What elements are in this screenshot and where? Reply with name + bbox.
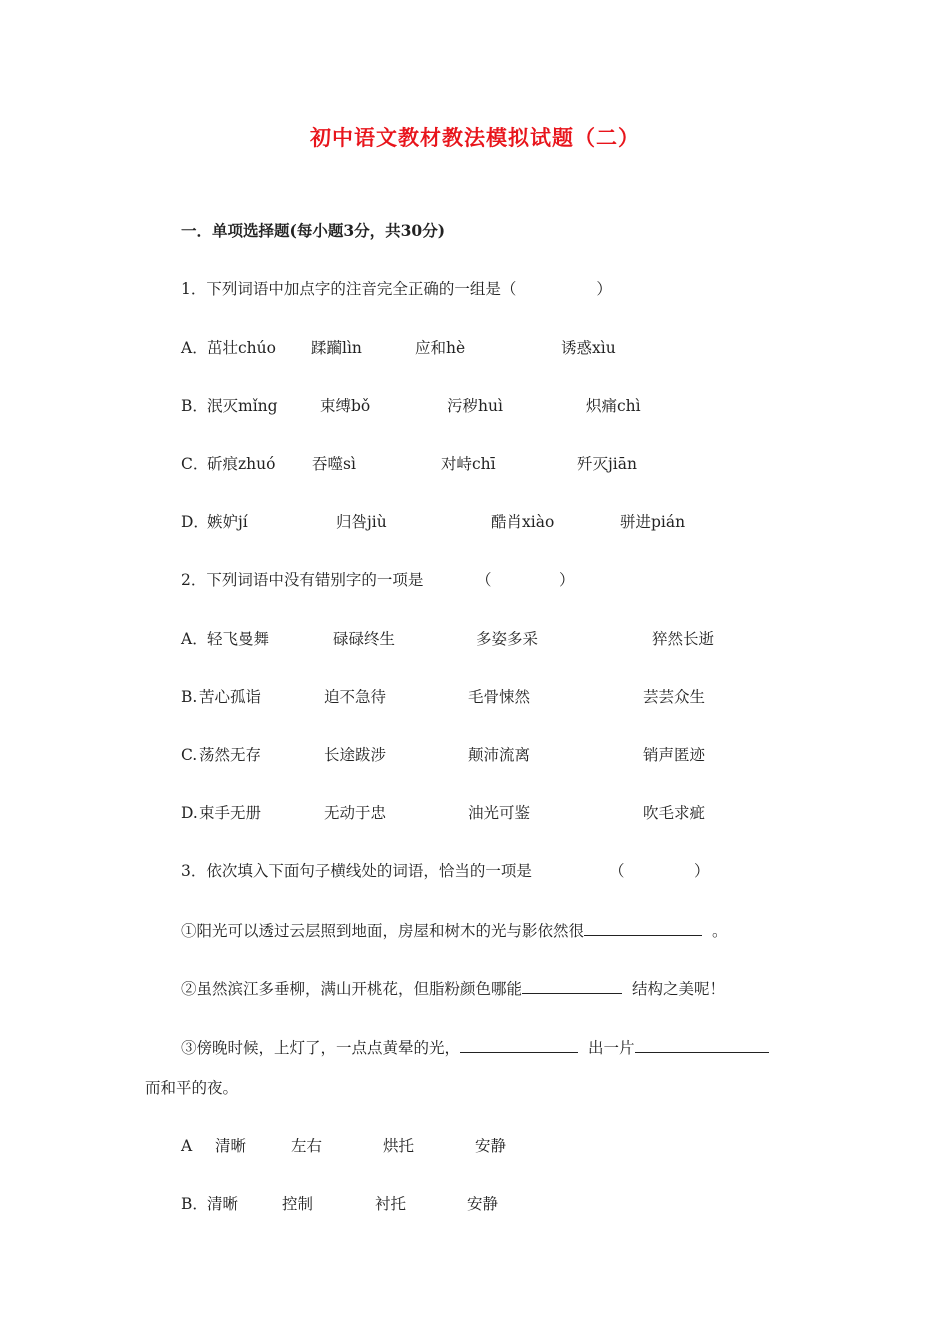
blank-1[interactable] <box>584 919 702 936</box>
q1-option-c: C． 斫痕zhuó 吞噬sì 对峙chī 歼灭jiān <box>181 455 637 473</box>
blank-2[interactable] <box>522 977 622 994</box>
question-1-paren-close: ） <box>596 280 612 298</box>
q1-option-d: D． 嫉妒jí 归咎jiù 酷肖xiào 骈进pián <box>181 513 686 531</box>
question-3-paren-open: （ <box>609 862 625 880</box>
q3-sentence-2: ②虽然滨江多垂柳，满山开桃花，但脂粉颜色哪能 结构之美呢！ <box>181 977 725 1000</box>
q3-sentence-1: ①阳光可以透过云层照到地面，房屋和树木的光与影依然很 。 <box>181 919 728 942</box>
question-2-paren-close: ） <box>559 571 575 589</box>
question-1-stem: 1．下列词语中加点字的注音完全正确的一组是（ <box>181 280 517 298</box>
section-heading: 一．单项选择题(每小题3分，共30分) <box>181 221 446 240</box>
q2-option-c: C. 荡然无存 长途跋涉 颠沛流离 销声匿迹 <box>181 746 706 764</box>
blank-3[interactable] <box>460 1036 578 1053</box>
q1-option-a: A． 茁壮chúo 蹂躏lìn 应和hè 诱惑xìu <box>181 339 616 357</box>
question-2 <box>181 569 781 591</box>
question-3 <box>181 860 781 882</box>
question-3-paren-close: ） <box>694 862 710 880</box>
q3-option-b: B． 清晰 控制 衬托 安静 <box>181 1195 499 1213</box>
q2-option-d: D. 束手无册 无动于忠 油光可鉴 吹毛求疵 <box>181 804 706 822</box>
document-title: 初中语文教材教法模拟试题（二） <box>310 125 640 150</box>
q3-sentence-3: ③傍晚时候，上灯了，一点点黄晕的光， 出一片 <box>181 1036 769 1059</box>
question-3-stem: 3．依次填入下面句子横线处的词语，恰当的一项是 <box>181 862 532 880</box>
q3-sentence-3-continued: 而和平的夜。 <box>145 1079 239 1097</box>
question-1 <box>181 278 612 300</box>
q3-option-a: A 清晰 左右 烘托 安静 <box>181 1137 507 1155</box>
question-2-stem: 2．下列词语中没有错别字的一项是 <box>181 571 424 589</box>
q1-option-b: B． 泯灭mǐng 束缚bǒ 污秽huì 炽痛chì <box>181 397 641 415</box>
q2-option-a: A． 轻飞曼舞 碌碌终生 多姿多采 猝然长逝 <box>181 630 715 648</box>
blank-4[interactable] <box>635 1036 769 1053</box>
q2-option-b: B. 苦心孤诣 迫不急待 毛骨悚然 芸芸众生 <box>181 688 706 706</box>
question-2-paren-open: （ <box>476 571 492 589</box>
